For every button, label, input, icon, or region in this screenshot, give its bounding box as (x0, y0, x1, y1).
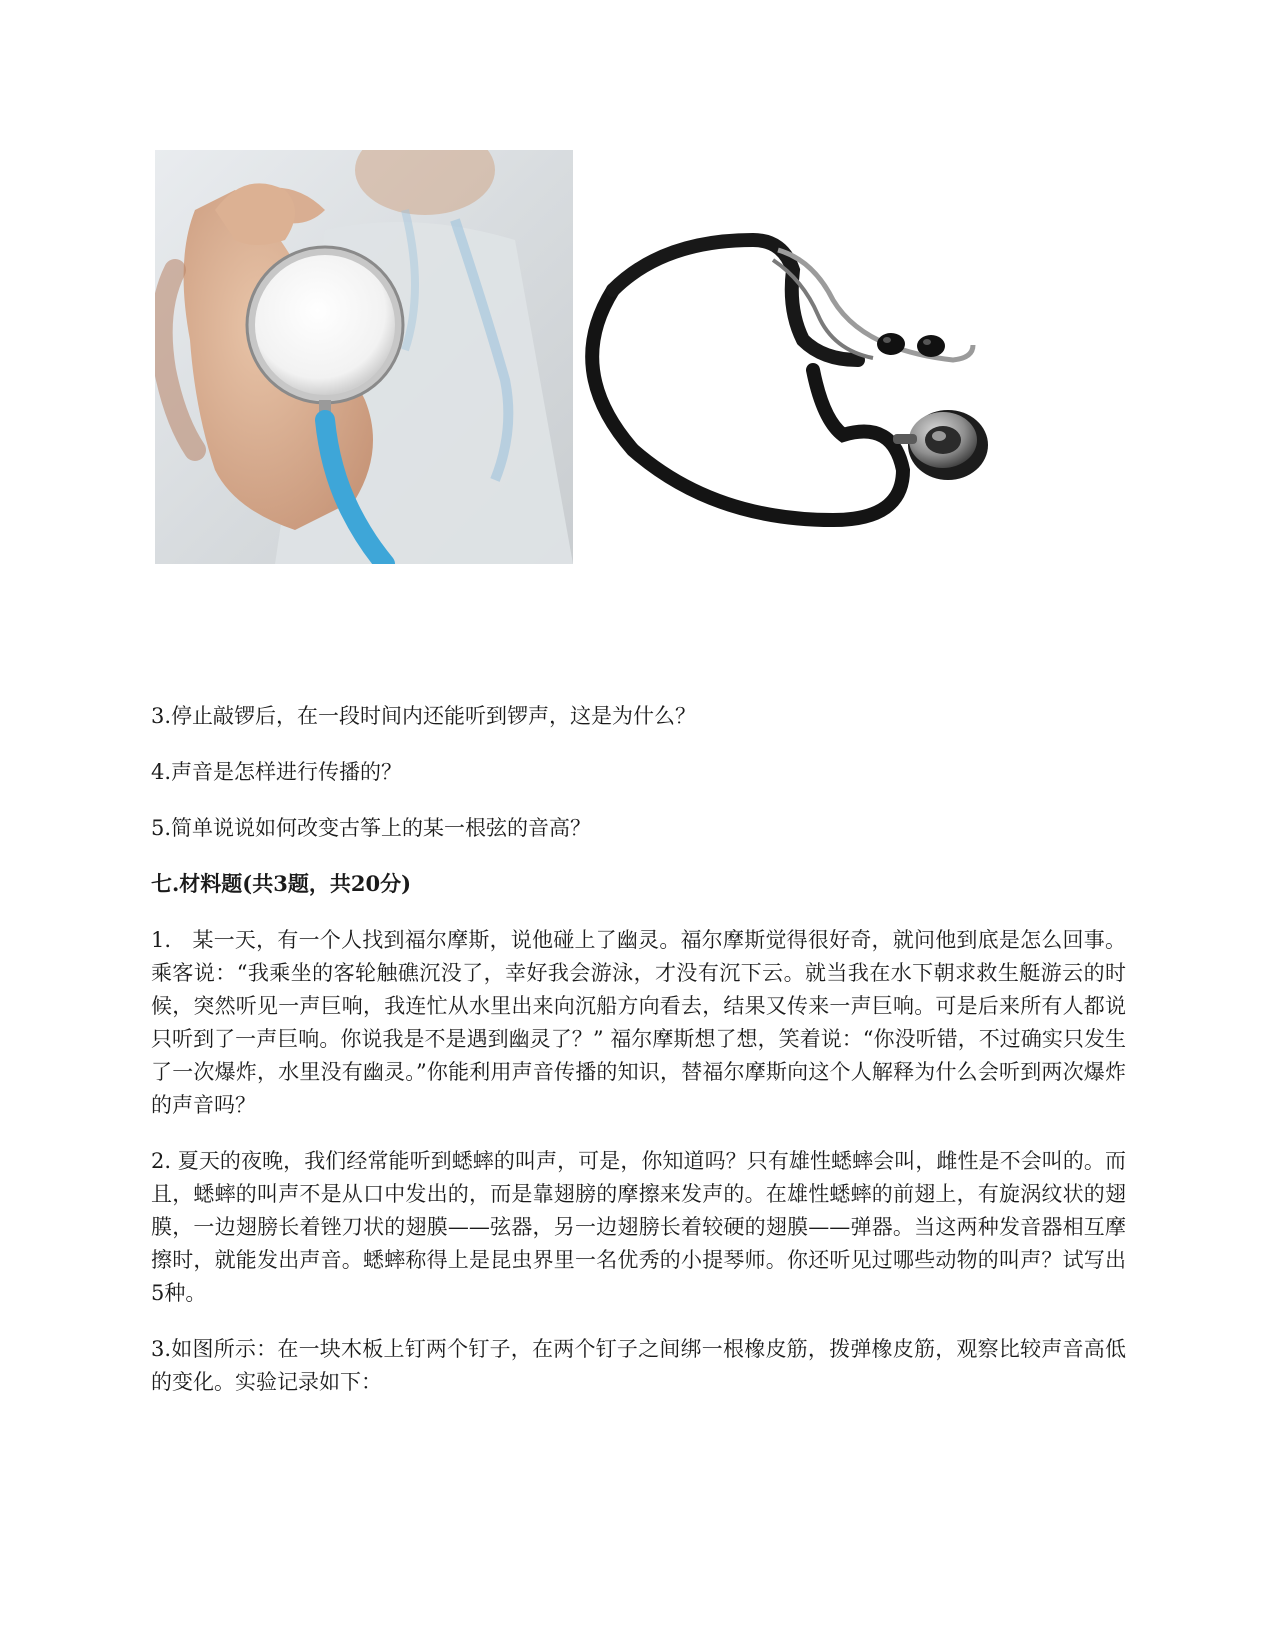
question-5: 5.简单说说如何改变古筝上的某一根弦的音高？ (151, 816, 592, 840)
stethoscope-photo (573, 220, 1013, 570)
material-question-2: 2. 夏天的夜晚，我们经常能听到蟋蟀的叫声，可是，你知道吗？只有雄性蟋蟀会叫，雌性是不会叫的。而且，蟋蟀的叫声不是从口中发出的，而是靠翅膀的摩擦来发声的。在雄性蟋蟀的前翅上，有旋涡纹状的翅膜，一边翅膀长着锉刀状的翅膜——弦器，另一边翅膀长着较硬的翅膜——弹器。当这两种发音器相互摩擦时，就能发出声音。蟋蟀称得上是昆虫界里一名优秀的小提琴师。你还听见过哪些动物的叫声？试写出5种。 (151, 1149, 1126, 1305)
material-question-1: 1. 某一天，有一个人找到福尔摩斯，说他碰上了幽灵。福尔摩斯觉得很好奇，就问他到底是怎么回事。乘客说：“我乘坐的客轮触礁沉没了，幸好我会游泳，才没有沉下云。就当我在水下朝求救生艇游云的时候，突然听见一声巨响，我连忙从水里出来向沉船方向看去，结果又传来一声巨响。可是后来所有人都说只听到了一声巨响。你说我是不是遇到幽灵了？” 福尔摩斯想了想，笑着说：“你没听错，不过确实只发生了一次爆炸，水里没有幽灵。”你能利用声音传播的知识，替福尔摩斯向这个人解释为什么会听到两次爆炸的声音吗？ (151, 928, 1126, 1117)
doctor-stethoscope-photo (155, 150, 573, 564)
question-4: 4.声音是怎样进行传播的？ (151, 760, 403, 784)
material-question-3: 3.如图所示：在一块木板上钉两个钉子，在两个钉子之间绑一根橡皮筋，拨弹橡皮筋，观察比较声音高低的变化。实验记录如下： (151, 1337, 1126, 1394)
figure-row (155, 150, 1055, 564)
document-content (151, 700, 1126, 1422)
section-7-heading: 七.材料题(共3题，共20分) (151, 871, 412, 896)
question-3: 3.停止敲锣后，在一段时间内还能听到锣声，这是为什么？ (151, 704, 697, 728)
